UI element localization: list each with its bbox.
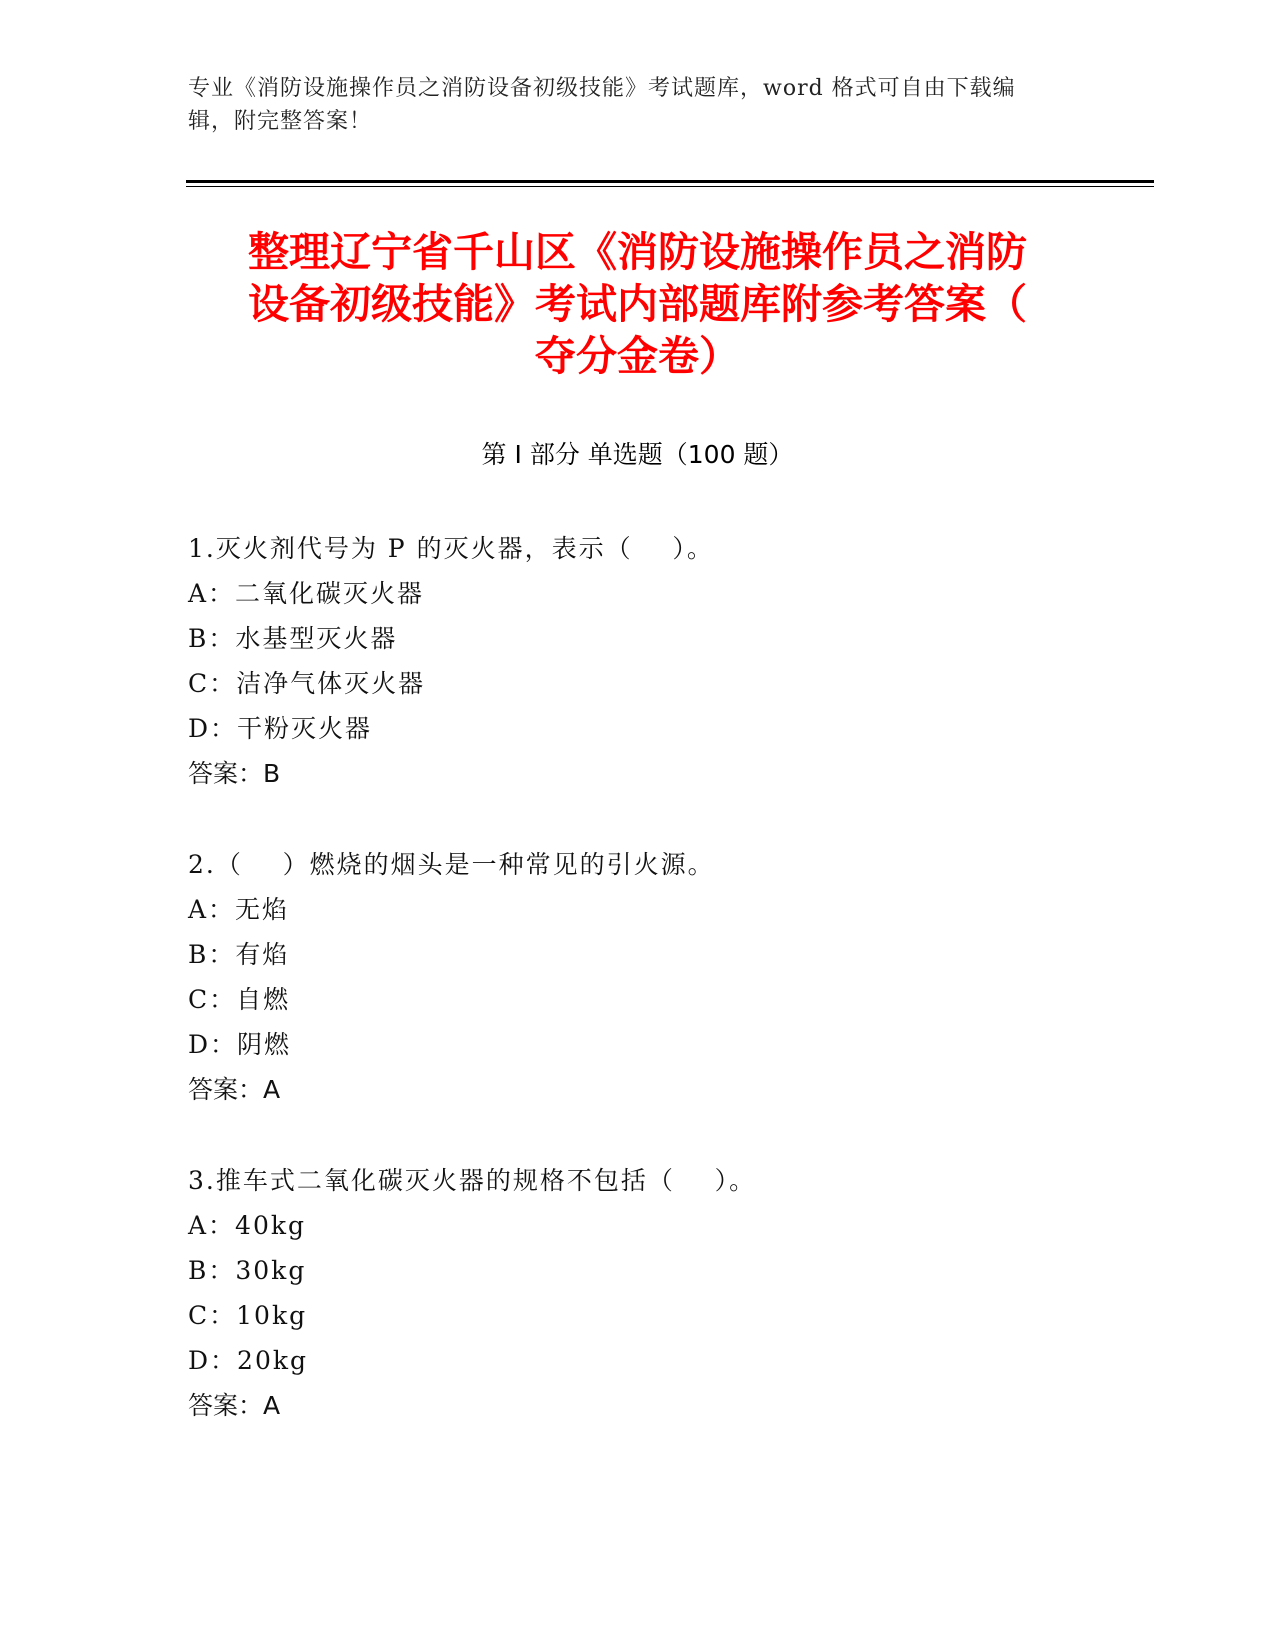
header-note: [188, 72, 1068, 138]
option-c: C：自燃: [188, 985, 291, 1014]
option-d: D：20kg: [188, 1346, 309, 1375]
option-b: B：有焰: [188, 940, 290, 969]
option-d: D：阴燃: [188, 1030, 292, 1059]
question-2: [188, 842, 1088, 1112]
question-3: [188, 1158, 1088, 1428]
option-c: C：洁净气体灭火器: [188, 669, 426, 698]
option-c: C：10kg: [188, 1301, 308, 1330]
question-1: [188, 526, 1088, 796]
question-stem: 3.推车式二氧化碳灭火器的规格不包括（ ）。: [188, 1166, 757, 1195]
question-stem: 2.（ ）燃烧的烟头是一种常见的引火源。: [188, 850, 715, 879]
header-divider-thin: [186, 186, 1154, 187]
option-a: A：40kg: [188, 1211, 307, 1240]
option-b: B：30kg: [188, 1256, 307, 1285]
header-divider-thick: [186, 180, 1154, 183]
answer-line: 答案：A: [188, 1391, 281, 1420]
document-title-line-1: 整理辽宁省千山区《消防设施操作员之消防: [248, 228, 1027, 276]
section-heading: 第 I 部分 单选题（100 题）: [481, 440, 794, 469]
option-a: A：二氧化碳灭火器: [188, 579, 425, 608]
option-b: B：水基型灭火器: [188, 624, 398, 653]
answer-line: 答案：A: [188, 1075, 281, 1104]
document-title: [180, 226, 1095, 382]
question-stem: 1.灭火剂代号为 P 的灭火器，表示（ ）。: [188, 534, 714, 563]
answer-line: 答案：B: [188, 759, 281, 788]
header-note-line-1: 专业《消防设施操作员之消防设备初级技能》考试题库，word 格式可自由下载编: [188, 76, 1016, 101]
option-d: D：干粉灭火器: [188, 714, 373, 743]
document-title-line-3: 夺分金卷）: [535, 332, 740, 380]
option-a: A：无焰: [188, 895, 290, 924]
document-title-line-2: 设备初级技能》考试内部题库附参考答案（: [248, 280, 1027, 328]
header-note-line-2: 辑，附完整答案！: [188, 109, 373, 134]
